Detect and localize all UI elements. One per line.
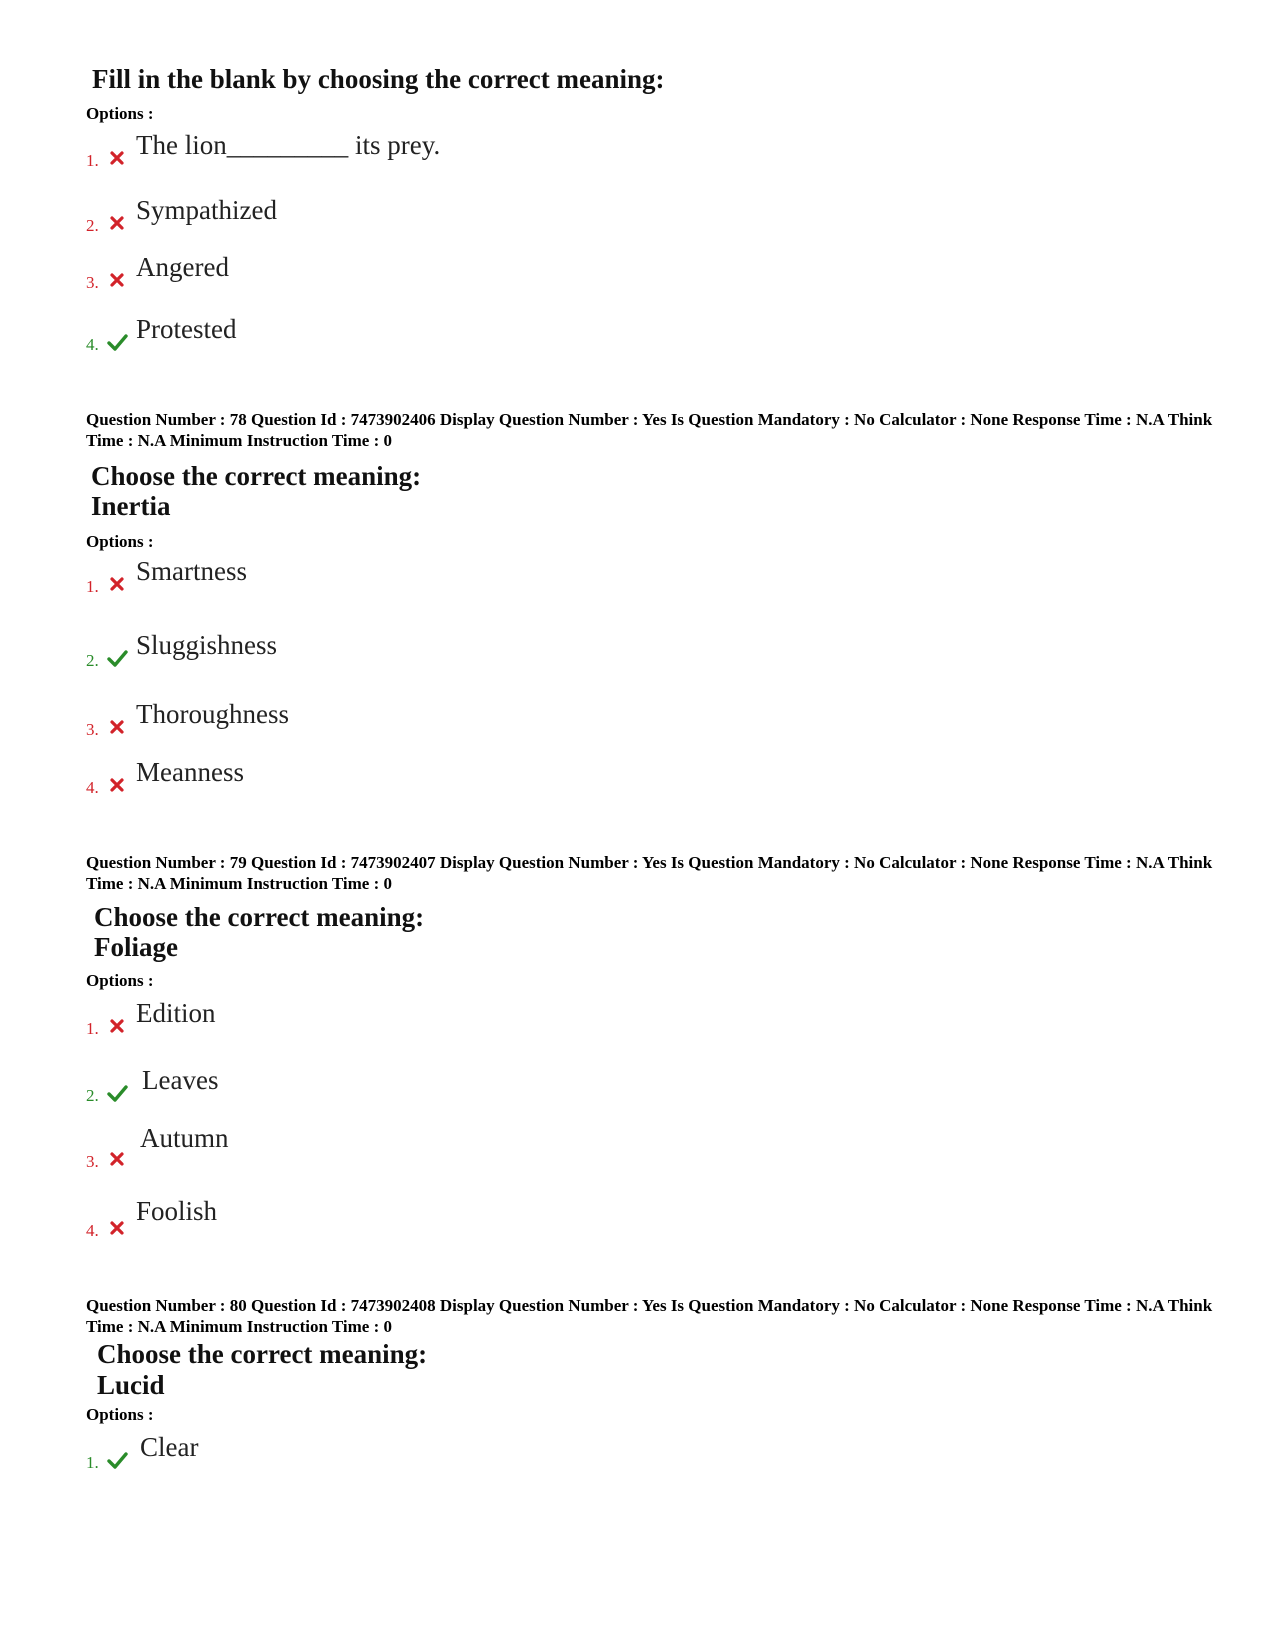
option-text: Thoroughness	[136, 699, 289, 729]
question-term: Lucid	[97, 1370, 165, 1400]
option-item	[86, 1196, 218, 1241]
question-heading: Fill in the blank by choosing the correct meaning:	[92, 64, 665, 94]
cross-icon	[106, 1015, 128, 1037]
option-text: Autumn	[140, 1123, 229, 1153]
question-term: Inertia	[91, 491, 171, 521]
question-meta: Question Number : 80 Question Id : 7473902408 Display Question Number : Yes Is Question Mandatory : No Calculator : None Response Time : N.A Think Time : N.A Minimum Instruction Time : 0	[86, 1296, 1213, 1336]
option-number: 1.	[86, 577, 99, 596]
option-item	[86, 699, 289, 740]
option-item	[86, 630, 278, 671]
check-icon	[106, 331, 128, 353]
cross-icon	[106, 573, 128, 595]
option-number: 2.	[86, 651, 99, 670]
option-number: 4.	[86, 335, 99, 354]
question-meta: Question Number : 78 Question Id : 7473902406 Display Question Number : Yes Is Question Mandatory : No Calculator : None Response Time : N.A Think Time : N.A Minimum Instruction Time : 0	[86, 410, 1213, 450]
option-number: 2.	[86, 1086, 99, 1105]
option-item	[86, 1432, 199, 1473]
option-item	[86, 130, 441, 171]
question-meta: Question Number : 79 Question Id : 7473902407 Display Question Number : Yes Is Question Mandatory : No Calculator : None Response Time : N.A Think Time : N.A Minimum Instruction Time : 0	[86, 853, 1213, 893]
option-number: 1.	[86, 151, 99, 170]
cross-icon	[106, 716, 128, 738]
option-number: 2.	[86, 216, 99, 235]
option-text: Protested	[136, 314, 237, 344]
question-heading: Choose the correct meaning:	[97, 1339, 428, 1369]
option-number: 3.	[86, 720, 99, 739]
check-icon	[106, 1082, 128, 1104]
option-text: Edition	[136, 998, 216, 1028]
option-item	[86, 998, 216, 1039]
options-label: Options :	[86, 1405, 154, 1424]
option-text: Angered	[136, 252, 229, 282]
option-number: 3.	[86, 273, 99, 292]
option-item	[86, 1123, 229, 1172]
question-heading: Choose the correct meaning:	[91, 461, 422, 491]
cross-icon	[106, 1217, 128, 1239]
option-text: Smartness	[136, 556, 247, 586]
option-text: Meanness	[136, 757, 244, 787]
cross-icon	[106, 212, 128, 234]
options-label: Options :	[86, 971, 154, 990]
check-icon	[106, 647, 128, 669]
option-number: 4.	[86, 1221, 99, 1240]
option-item	[86, 314, 237, 355]
option-text: Sluggishness	[136, 630, 278, 660]
check-icon	[106, 1449, 128, 1471]
cross-icon	[106, 774, 128, 796]
cross-icon	[106, 269, 128, 291]
option-text: Leaves	[142, 1065, 219, 1095]
option-number: 1.	[86, 1019, 99, 1038]
option-number: 3.	[86, 1152, 99, 1171]
option-item	[86, 252, 229, 293]
option-number: 4.	[86, 778, 99, 797]
options-label: Options :	[86, 532, 154, 551]
options-label: Options :	[86, 104, 154, 123]
cross-icon	[106, 1148, 128, 1170]
option-item	[86, 1065, 219, 1106]
question-heading: Choose the correct meaning:	[94, 902, 425, 932]
question-term: Foliage	[94, 932, 178, 962]
option-text: Sympathized	[136, 195, 277, 225]
option-number: 1.	[86, 1453, 99, 1472]
option-item	[86, 757, 244, 798]
cross-icon	[106, 147, 128, 169]
option-item	[86, 556, 247, 597]
option-text: The lion_________ its prey.	[136, 130, 441, 160]
option-text: Clear	[140, 1432, 199, 1462]
option-item	[86, 195, 277, 236]
option-text: Foolish	[136, 1196, 218, 1226]
